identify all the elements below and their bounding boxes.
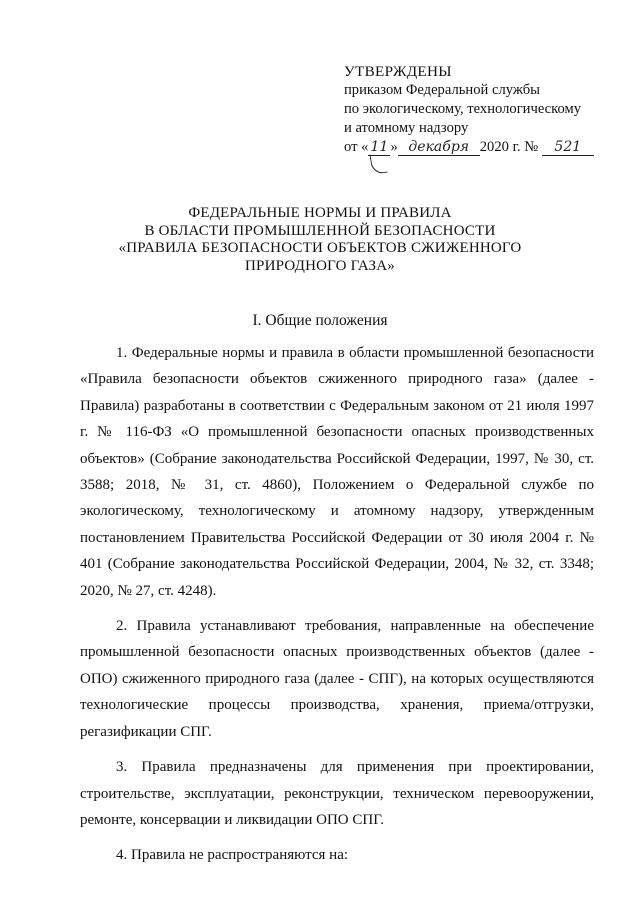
title-line: ПРИРОДНОГО ГАЗА» — [245, 257, 395, 274]
paragraph-2: 2. Правила устанавливают требования, направленные на обеспечение промышленной безопасности опасных производственных объектов (далее - ОПО) сжиженного природного газа (далее - СПГ), на которых осуществляются технологические процессы производства, хранения, приема/отгрузки, регазификации СПГ. — [80, 618, 594, 740]
approval-line: по экологическому, технологическому — [344, 101, 582, 117]
order-date-line — [344, 138, 614, 157]
order-number-handwritten: 521 — [542, 139, 594, 156]
approval-line: и атомному надзору — [344, 120, 469, 136]
title-line: В ОБЛАСТИ ПРОМЫШЛЕННОЙ БЕЗОПАСНОСТИ — [144, 222, 496, 239]
paragraph-3: 3. Правила предназначены для применения при проектировании, строительстве, эксплуатации, реконструкции, техническом перевооружении, ремонте, консервации и ликвидации ОПО СПГ. — [80, 759, 594, 828]
approval-line: приказом Федеральной службы — [344, 82, 540, 98]
approval-heading: УТВЕРЖДЕНЫ — [344, 63, 452, 80]
paragraph-4: 4. Правила не распространяются на: — [116, 847, 349, 864]
section-heading: I. Общие положения — [252, 312, 388, 329]
date-year: 2020 г. № — [479, 139, 539, 155]
approval-block — [344, 62, 614, 157]
date-day-handwritten: 11 — [368, 139, 390, 156]
title-line: ФЕДЕРАЛЬНЫЕ НОРМЫ И ПРАВИЛА — [188, 205, 452, 221]
title-line: «ПРАВИЛА БЕЗОПАСНОСТИ ОБЪЕКТОВ СЖИЖЕННОГО — [118, 240, 522, 257]
document-body — [80, 340, 594, 878]
date-prefix: от « — [344, 139, 369, 155]
date-month-handwritten: декабря — [398, 139, 480, 156]
date-quote: » — [390, 139, 398, 155]
paragraph-1: 1. Федеральные нормы и правила в области промышленной безопасности «Правила безопасности объектов сжиженного природного газа» (далее - Правила) разработаны в соответствии с Федеральным законом от 21 июля 1997 г. № 116-ФЗ «О промышленной безопасности опасных производственных объектов» (Собрание законодательства Российской Федерации, 1997, № 30, ст. 3588; 2018, № 31, ст. 4860), Положением о Федеральной службе по экологическому, технологическому и атомному надзору, утвержденным постановлением Правительства Российской Федерации от 30 июля 2004 г. № 401 (Собрание законодательства Российской Федерации, 2004, № 32, ст. 3348; 2020, № 27, ст. 4248). — [80, 345, 594, 599]
document-title — [100, 205, 540, 275]
